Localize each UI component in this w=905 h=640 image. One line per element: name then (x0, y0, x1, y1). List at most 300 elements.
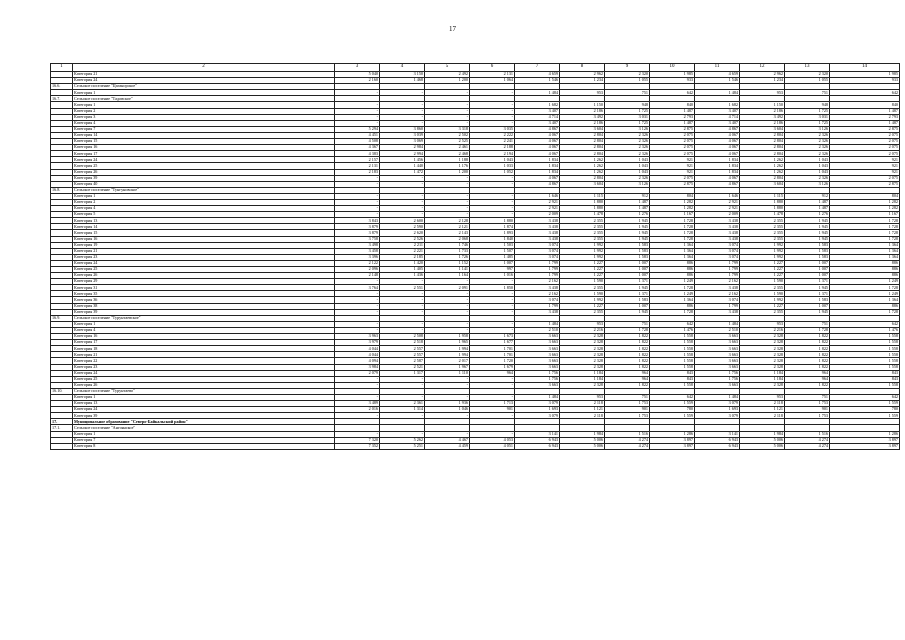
value-cell: 2 921 (515, 199, 560, 205)
value-cell: 2 075 (830, 132, 900, 138)
value-cell: 997 (470, 267, 515, 273)
value-cell: - (470, 279, 515, 285)
value-cell: 642 (830, 321, 900, 327)
value-cell: 751 (605, 394, 650, 400)
value-cell: 5 006 (560, 443, 605, 449)
value-cell: 4 867 (695, 181, 740, 187)
value-cell: 840 (650, 102, 695, 108)
header-cell: 3 (335, 64, 380, 72)
value-cell: 2 216 (740, 327, 785, 333)
value-cell: 2 016 (335, 407, 380, 413)
value-cell: 4 067 (515, 145, 560, 151)
row-label-cell: Категория 17 (73, 340, 335, 346)
value-cell: 1 558 (830, 346, 900, 352)
value-cell: 4 067 (515, 132, 560, 138)
value-cell: 1 992 (560, 248, 605, 254)
value-cell: 901 (605, 407, 650, 413)
value-cell: 2 075 (830, 175, 900, 181)
value-cell: - (425, 297, 470, 303)
value-cell: 2 162 (515, 279, 560, 285)
value-cell: 1 484 (515, 394, 560, 400)
value-cell: 4 867 (515, 126, 560, 132)
value-cell: 1 880 (560, 206, 605, 212)
value-cell: 3 663 (515, 334, 560, 340)
value-cell: 3 860 (380, 126, 425, 132)
value-cell: 1 756 (515, 376, 560, 382)
value-cell: 1 043 (470, 157, 515, 163)
row-label-cell: Категория 16 (73, 236, 335, 242)
value-cell: 3 150 (380, 72, 425, 78)
value-cell: 2 355 (560, 236, 605, 242)
row-label-cell: Категория 8 (73, 443, 335, 449)
value-cell: 751 (785, 321, 830, 327)
value-cell: 4 067 (695, 151, 740, 157)
row-label-cell: Категория 18 (73, 346, 335, 352)
value-cell: 2 320 (605, 72, 650, 78)
value-cell: 2 075 (830, 145, 900, 151)
row-label-cell: Категория 26 (73, 273, 335, 279)
row-label-cell: Категория 25 (73, 376, 335, 382)
row-label-cell: Категория 25 (73, 267, 335, 273)
value-cell: 1 822 (785, 382, 830, 388)
value-cell: 840 (830, 102, 900, 108)
value-cell: 3 663 (695, 358, 740, 364)
value-cell: 3 604 (560, 126, 605, 132)
value-cell: 1 799 (695, 267, 740, 273)
value-cell: 4 274 (605, 437, 650, 443)
value-cell: 1 121 (560, 407, 605, 413)
value-cell: 1 726 (425, 254, 470, 260)
value-cell: 948 (605, 102, 650, 108)
value-cell: 2 355 (740, 309, 785, 315)
value-cell: 1 984 (560, 431, 605, 437)
value-cell: - (335, 394, 380, 400)
value-cell: 912 (785, 193, 830, 199)
value-cell: 5 040 (335, 72, 380, 78)
row-label-cell: Сельское поселение "Тадовское" (73, 96, 335, 102)
value-cell: 2 984 (380, 145, 425, 151)
value-cell: 5 262 (380, 437, 425, 443)
value-cell: - (470, 90, 515, 96)
value-cell: 1 052 (470, 169, 515, 175)
value-cell: 4 067 (515, 151, 560, 157)
value-cell: - (335, 175, 380, 181)
value-cell: 2 328 (740, 346, 785, 352)
row-label-cell: Категория 21 (73, 352, 335, 358)
value-cell: 1 725 (605, 120, 650, 126)
value-cell: - (335, 108, 380, 114)
value-cell: 1 115 (740, 193, 785, 199)
value-cell: - (425, 303, 470, 309)
value-cell: 1 746 (425, 242, 470, 248)
value-cell: 3 126 (605, 181, 650, 187)
row-label-cell: Категория 1 (73, 90, 335, 96)
value-cell: 2 326 (605, 175, 650, 181)
value-cell: 3 438 (695, 218, 740, 224)
value-cell: 1 420 (380, 260, 425, 266)
value-cell: 2 518 (380, 340, 425, 346)
value-cell: 1 262 (740, 163, 785, 169)
value-cell: 2 068 (425, 236, 470, 242)
value-cell: 642 (830, 90, 900, 96)
value-cell: 1 055 (605, 78, 650, 84)
value-cell: 1 945 (785, 285, 830, 291)
value-cell: 1 725 (605, 108, 650, 114)
value-cell: 4 714 (515, 114, 560, 120)
value-cell: 1 992 (560, 242, 605, 248)
value-cell: 2 075 (650, 151, 695, 157)
value-cell: 3 604 (740, 126, 785, 132)
value-cell: 3 126 (785, 181, 830, 187)
value-cell: - (380, 114, 425, 120)
value-cell: 2 017 (425, 358, 470, 364)
value-cell: 4 467 (425, 437, 470, 443)
value-cell: - (470, 181, 515, 187)
value-cell: 751 (785, 90, 830, 96)
value-cell: 2 326 (785, 145, 830, 151)
value-cell: 2 468 (425, 151, 470, 157)
value-cell: 1 440 (380, 163, 425, 169)
value-cell: - (470, 212, 515, 218)
value-cell: 3 663 (515, 364, 560, 370)
value-cell: 1 984 (740, 431, 785, 437)
value-cell: 1 799 (515, 267, 560, 273)
value-cell: 3 074 (695, 297, 740, 303)
value-cell: 1 227 (740, 267, 785, 273)
value-cell: 2 804 (740, 132, 785, 138)
value-cell: 1 484 (515, 321, 560, 327)
value-cell: 2 521 (380, 364, 425, 370)
row-number-cell: 17. (51, 419, 73, 425)
value-cell: 1 043 (785, 157, 830, 163)
value-cell: 921 (830, 169, 900, 175)
value-cell: - (470, 114, 515, 120)
value-cell: 2 962 (740, 72, 785, 78)
value-cell: - (425, 279, 470, 285)
value-cell: - (470, 193, 515, 199)
value-cell: 2 186 (740, 120, 785, 126)
value-cell: 1 756 (515, 370, 560, 376)
value-cell: 2 875 (650, 126, 695, 132)
value-cell: 843 (650, 370, 695, 376)
value-cell: 3 492 (740, 114, 785, 120)
value-cell: - (425, 193, 470, 199)
value-cell: 1 472 (380, 169, 425, 175)
value-cell: 1 720 (470, 358, 515, 364)
value-cell: 2 921 (515, 206, 560, 212)
value-cell: 2 326 (785, 139, 830, 145)
value-cell: 1 476 (830, 327, 900, 333)
value-cell: 3 489 (335, 401, 380, 407)
row-label-cell: Категория 39 (73, 309, 335, 315)
value-cell: 886 (650, 303, 695, 309)
page-number: 17 (449, 25, 456, 33)
value-cell: 1 262 (560, 169, 605, 175)
value-cell: 2 326 (785, 175, 830, 181)
value-cell: 3 079 (695, 401, 740, 407)
row-label-cell: Категория 2 (73, 199, 335, 205)
value-cell: 1 227 (740, 303, 785, 309)
value-cell: 1 822 (605, 364, 650, 370)
value-cell: - (470, 199, 515, 205)
value-cell: 3 126 (785, 126, 830, 132)
row-label-cell: Категория 13 (73, 401, 335, 407)
value-cell: 1 484 (695, 394, 740, 400)
value-cell: 1 945 (605, 285, 650, 291)
value-cell: - (335, 291, 380, 297)
value-cell: 2 355 (560, 309, 605, 315)
value-cell: 2 804 (740, 139, 785, 145)
value-cell: 3 663 (695, 364, 740, 370)
value-cell: - (470, 206, 515, 212)
value-cell: 1 583 (605, 297, 650, 303)
value-cell: 2 183 (335, 169, 380, 175)
value-cell: 1 558 (650, 382, 695, 388)
row-label-cell: Сельское поселение "Тунгуновское" (73, 187, 335, 193)
value-cell: 1 822 (605, 340, 650, 346)
value-cell: 3 663 (515, 382, 560, 388)
value-cell: 3 663 (695, 334, 740, 340)
value-cell: 1 007 (785, 303, 830, 309)
value-cell: 921 (830, 163, 900, 169)
value-cell: 2 326 (605, 139, 650, 145)
row-number-cell: 16.8. (51, 187, 73, 193)
value-cell: 1 682 (695, 102, 740, 108)
value-cell: 4 067 (695, 175, 740, 181)
value-cell: 4 867 (515, 181, 560, 187)
value-cell: 804 (650, 193, 695, 199)
value-cell: 4 051 (470, 443, 515, 449)
row-label-cell: Категория 21 (73, 248, 335, 254)
value-cell: 4 067 (515, 139, 560, 145)
value-cell: 1 583 (605, 254, 650, 260)
value-cell: 4 459 (425, 443, 470, 449)
value-cell: 1 200 (425, 169, 470, 175)
value-cell: 1 693 (515, 407, 560, 413)
value-cell: 1 546 (695, 78, 740, 84)
value-cell: 2 118 (560, 401, 605, 407)
value-cell: - (335, 193, 380, 199)
value-cell: 1 834 (695, 169, 740, 175)
value-cell: 1 756 (695, 370, 740, 376)
value-cell: 2 216 (560, 327, 605, 333)
value-cell: 642 (650, 90, 695, 96)
value-cell: 5 006 (740, 437, 785, 443)
value-cell: 964 (785, 376, 830, 382)
value-cell: 1 558 (830, 340, 900, 346)
row-label-cell: Категория 39 (73, 175, 335, 181)
value-cell: 1 016 (470, 273, 515, 279)
value-cell: - (470, 382, 515, 388)
value-cell: - (380, 303, 425, 309)
value-cell: 2 793 (650, 114, 695, 120)
value-cell: 3 031 (605, 114, 650, 120)
row-label-cell: Категория 21 (73, 72, 335, 78)
value-cell: 1 945 (605, 224, 650, 230)
value-cell: 1 282 (830, 206, 900, 212)
value-cell: 4 274 (785, 443, 830, 449)
value-cell: 2 551 (380, 285, 425, 291)
value-cell: - (380, 394, 425, 400)
value-cell: 1 487 (830, 108, 900, 114)
value-cell: 1 364 (830, 254, 900, 260)
header-cell: 9 (605, 64, 650, 72)
value-cell: 1 728 (830, 218, 900, 224)
value-cell: 3 438 (695, 230, 740, 236)
value-cell: 886 (650, 273, 695, 279)
value-cell: 5 294 (335, 126, 380, 132)
value-cell: 2 355 (740, 285, 785, 291)
value-cell: 2 492 (425, 72, 470, 78)
value-cell: 953 (740, 394, 785, 400)
value-cell: 1 364 (650, 242, 695, 248)
value-cell: 1 728 (650, 230, 695, 236)
value-cell: 2 328 (560, 346, 605, 352)
value-cell: 964 (470, 370, 515, 376)
value-cell: 3 074 (695, 242, 740, 248)
value-cell: - (470, 303, 515, 309)
value-cell: 1 487 (785, 206, 830, 212)
value-cell: 1 007 (605, 303, 650, 309)
value-cell: 1 965 (425, 340, 470, 346)
value-cell: 2 328 (560, 358, 605, 364)
table-row (51, 443, 900, 449)
value-cell: 3 604 (560, 181, 605, 187)
value-cell: 2 162 (695, 279, 740, 285)
header-cell: 5 (425, 64, 470, 72)
value-cell: - (425, 394, 470, 400)
value-cell: - (380, 120, 425, 126)
value-cell: 1 590 (740, 279, 785, 285)
value-cell: 1 234 (560, 78, 605, 84)
value-cell: 1 880 (740, 206, 785, 212)
value-cell: 2 075 (650, 145, 695, 151)
value-cell: - (470, 297, 515, 303)
value-cell: 1 583 (785, 297, 830, 303)
value-cell: - (335, 206, 380, 212)
value-cell: 3 407 (515, 108, 560, 114)
value-cell: 1 701 (470, 346, 515, 352)
value-cell: 1 936 (425, 401, 470, 407)
value-cell: 1 184 (560, 376, 605, 382)
value-cell: 3 663 (695, 382, 740, 388)
value-cell: 1 558 (830, 382, 900, 388)
value-cell: 2 009 (695, 212, 740, 218)
value-cell: 2 804 (740, 151, 785, 157)
value-cell: 3 663 (515, 346, 560, 352)
value-cell: 1 753 (605, 413, 650, 419)
value-cell: 1 874 (470, 224, 515, 230)
value-cell: 1 583 (605, 248, 650, 254)
value-cell: 2 355 (560, 285, 605, 291)
value-cell: 1 262 (740, 169, 785, 175)
value-cell: 1 728 (830, 285, 900, 291)
value-cell: 1 945 (785, 218, 830, 224)
value-cell: 3 031 (785, 114, 830, 120)
value-cell: 1 064 (470, 78, 515, 84)
value-cell: 3 438 (515, 285, 560, 291)
value-cell: - (425, 199, 470, 205)
value-cell: 1 822 (785, 352, 830, 358)
value-cell: - (335, 431, 380, 437)
value-cell: 2 185 (380, 254, 425, 260)
value-cell: 3 843 (335, 218, 380, 224)
tariff-table (50, 63, 900, 450)
value-cell: 6 943 (515, 437, 560, 443)
value-cell: - (380, 431, 425, 437)
value-cell: 2 328 (740, 382, 785, 388)
value-cell: - (470, 394, 515, 400)
value-cell: 4 451 (335, 132, 380, 138)
value-cell: 1 728 (650, 309, 695, 315)
value-cell: 1 822 (785, 364, 830, 370)
value-cell: 953 (560, 394, 605, 400)
row-label-cell: Категория 3 (73, 114, 335, 120)
value-cell: 3 438 (515, 224, 560, 230)
value-cell: 1 756 (695, 376, 740, 382)
value-cell: - (335, 309, 380, 315)
value-cell: 1 262 (740, 157, 785, 163)
value-cell: 1 583 (785, 254, 830, 260)
value-cell: 1 834 (515, 157, 560, 163)
header-row (51, 64, 900, 72)
header-cell: 6 (470, 64, 515, 72)
value-cell: 2 128 (425, 218, 470, 224)
value-cell: 1 167 (830, 212, 900, 218)
value-cell: 2 328 (560, 334, 605, 340)
row-label-cell: Категория 26 (73, 169, 335, 175)
value-cell: 964 (785, 370, 830, 376)
value-cell: 2 143 (425, 230, 470, 236)
value-cell: - (470, 108, 515, 114)
value-cell: 4 508 (335, 139, 380, 145)
value-cell: 1 227 (740, 260, 785, 266)
value-cell: 2 148 (335, 273, 380, 279)
value-cell: - (425, 376, 470, 382)
value-cell: 7 352 (335, 443, 380, 449)
value-cell: 3 074 (515, 254, 560, 260)
value-cell: 1 958 (425, 334, 470, 340)
value-cell: 953 (560, 321, 605, 327)
value-cell: 751 (785, 394, 830, 400)
value-cell: 2 355 (740, 236, 785, 242)
value-cell: 2 118 (560, 413, 605, 419)
value-cell: - (380, 102, 425, 108)
value-cell: - (425, 327, 470, 333)
value-cell: 1 476 (650, 327, 695, 333)
value-cell: 2 118 (740, 401, 785, 407)
value-cell: - (425, 175, 470, 181)
value-cell: 2 326 (605, 132, 650, 138)
value-cell: - (335, 90, 380, 96)
value-cell: 1 945 (605, 236, 650, 242)
value-cell: 1 503 (470, 242, 515, 248)
value-cell: 1 799 (515, 260, 560, 266)
value-cell: 2 326 (605, 145, 650, 151)
value-cell: 2 355 (560, 218, 605, 224)
value-cell: 1 992 (740, 297, 785, 303)
value-cell: 1 558 (650, 352, 695, 358)
row-label-cell: Категория 35 (73, 291, 335, 297)
value-cell: - (335, 321, 380, 327)
value-cell: 2 361 (380, 401, 425, 407)
value-cell: 3 879 (335, 230, 380, 236)
value-cell: 2 328 (740, 358, 785, 364)
row-label-cell: Муниципальное образование "Северо-Байкальский район" (73, 419, 335, 425)
header-cell: 12 (740, 64, 785, 72)
value-cell: 1 152 (425, 260, 470, 266)
value-cell: - (380, 413, 425, 419)
